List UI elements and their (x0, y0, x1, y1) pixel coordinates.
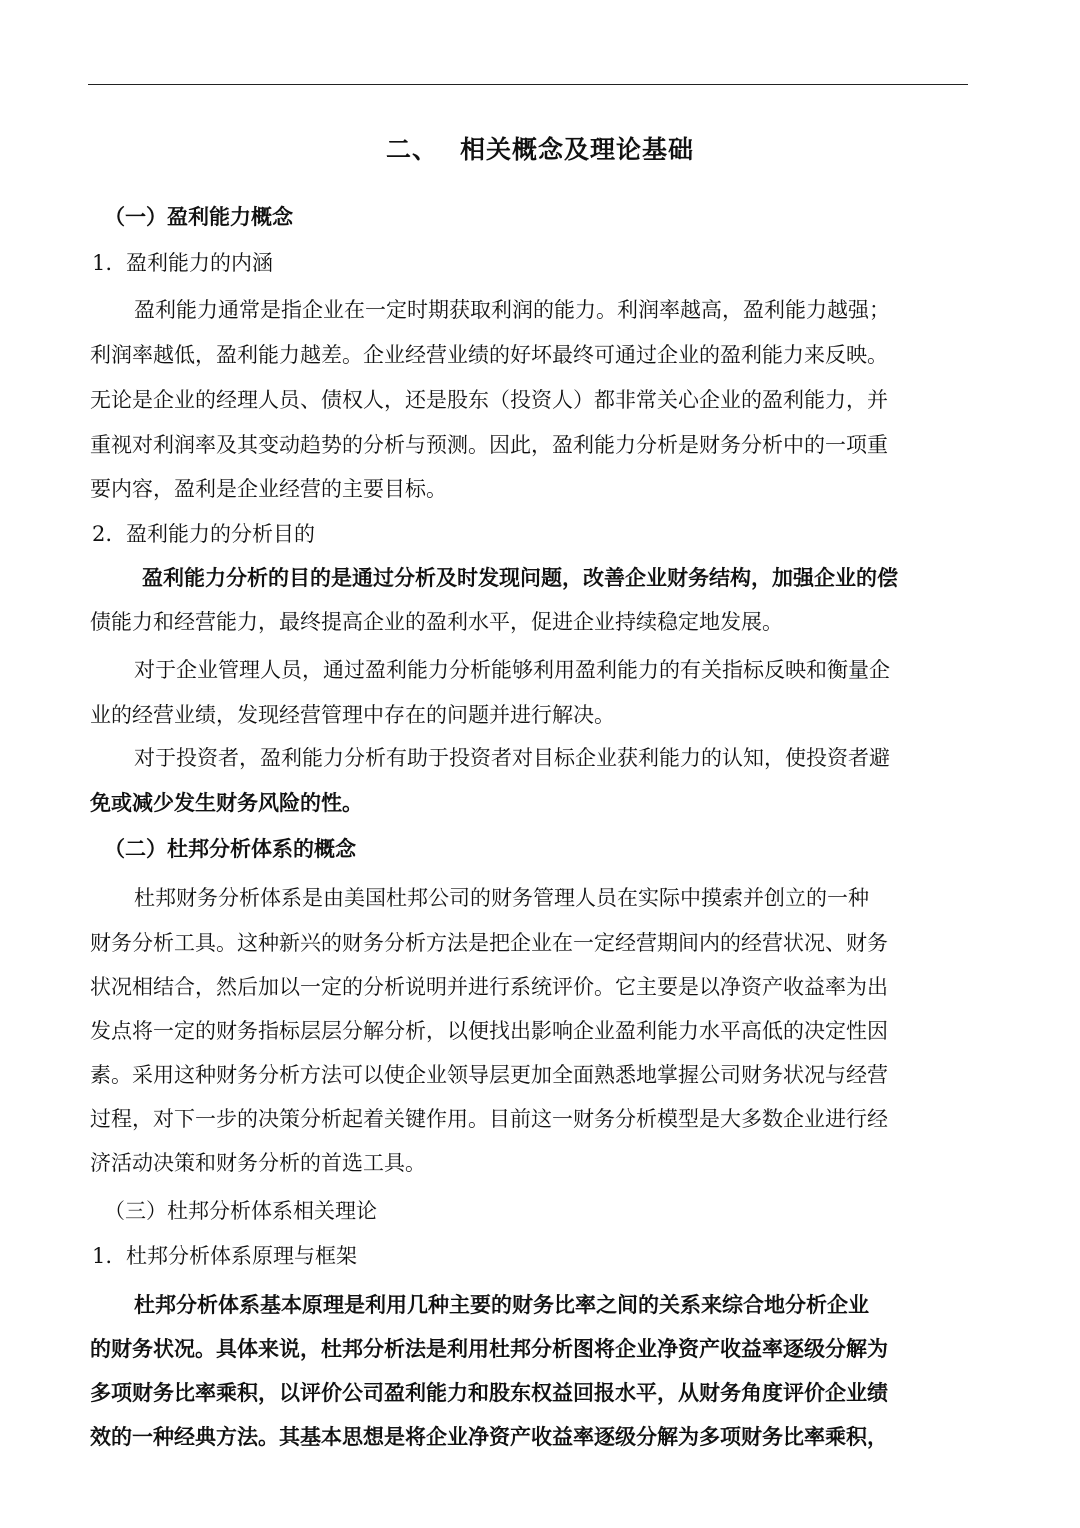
paragraph-line: 多项财务比率乘积，以评价公司盈利能力和股东权益回报水平，从财务角度评价企业绩 (90, 1381, 888, 1405)
paragraph-line: 效的一种经典方法。其基本思想是将企业净资产收益率逐级分解为多项财务比率乘积， (90, 1425, 888, 1449)
subsection-3-1 (92, 1241, 972, 1271)
paragraph-line: 对于企业管理人员，通过盈利能力分析能够利用盈利能力的有关指标反映和衡量企 (134, 658, 890, 682)
header-rule (88, 84, 968, 85)
subsection-number: 1. (92, 1244, 113, 1268)
paragraph-line: 素。采用这种财务分析方法可以使企业领导层更加全面熟悉地掌握公司财务状况与经营 (90, 1063, 888, 1087)
paragraph-line: 杜邦分析体系基本原理是利用几种主要的财务比率之间的关系来综合地分析企业 (134, 1293, 869, 1317)
paragraph-line: 无论是企业的经理人员、债权人，还是股东（投资人）都非常关心企业的盈利能力，并 (90, 388, 888, 412)
subsection-number: 2. (92, 522, 113, 546)
paragraph-line: 对于投资者，盈利能力分析有助于投资者对目标企业获利能力的认知，使投资者避 (134, 746, 890, 770)
subsection-label: 盈利能力的分析目的 (126, 522, 316, 546)
paragraph-line: 的财务状况。具体来说，杜邦分析法是利用杜邦分析图将企业净资产收益率逐级分解为 (90, 1337, 888, 1361)
section-heading-1: （一）盈利能力概念 (104, 205, 293, 229)
paragraph-line: 要内容，盈利是企业经营的主要目标。 (90, 477, 447, 501)
paragraph-line: 盈利能力通常是指企业在一定时期获取利润的能力。利润率越高，盈利能力越强； (134, 298, 890, 322)
chapter-number: 二、 (385, 135, 438, 164)
subsection-1-1 (92, 248, 972, 278)
paragraph-line: 债能力和经营能力，最终提高企业的盈利水平，促进企业持续稳定地发展。 (90, 610, 783, 634)
subsection-1-2 (92, 519, 972, 549)
subsection-label: 杜邦分析体系原理与框架 (126, 1244, 358, 1268)
chapter-title (0, 133, 1080, 167)
paragraph-line: 利润率越低，盈利能力越差。企业经营业绩的好坏最终可通过企业的盈利能力来反映。 (90, 343, 888, 367)
section-heading-2: （二）杜邦分析体系的概念 (104, 837, 356, 861)
section-heading-3: （三）杜邦分析体系相关理论 (104, 1199, 377, 1223)
paragraph-line: 状况相结合，然后加以一定的分析说明并进行系统评价。它主要是以净资产收益率为出 (90, 975, 888, 999)
paragraph-line: 发点将一定的财务指标层层分解分析，以便找出影响企业盈利能力水平高低的决定性因 (90, 1019, 888, 1043)
paragraph-line: 免或减少发生财务风险的性。 (90, 791, 363, 815)
paragraph-line: 业的经营业绩，发现经营管理中存在的问题并进行解决。 (90, 703, 615, 727)
paragraph-line: 过程，对下一步的决策分析起着关键作用。目前这一财务分析模型是大多数企业进行经 (90, 1107, 888, 1131)
paragraph-line: 杜邦财务分析体系是由美国杜邦公司的财务管理人员在实际中摸索并创立的一种 (134, 886, 869, 910)
paragraph-line: 济活动决策和财务分析的首选工具。 (90, 1151, 426, 1175)
subsection-number: 1. (92, 251, 113, 275)
paragraph-line: 财务分析工具。这种新兴的财务分析方法是把企业在一定经营期间内的经营状况、财务 (90, 931, 888, 955)
paragraph-line: 重视对利润率及其变动趋势的分析与预测。因此，盈利能力分析是财务分析中的一项重 (90, 433, 888, 457)
subsection-label: 盈利能力的内涵 (126, 251, 274, 275)
chapter-title-text: 相关概念及理论基础 (460, 135, 695, 164)
paragraph-line: 盈利能力分析的目的是通过分析及时发现问题，改善企业财务结构，加强企业的偿 (142, 566, 898, 590)
